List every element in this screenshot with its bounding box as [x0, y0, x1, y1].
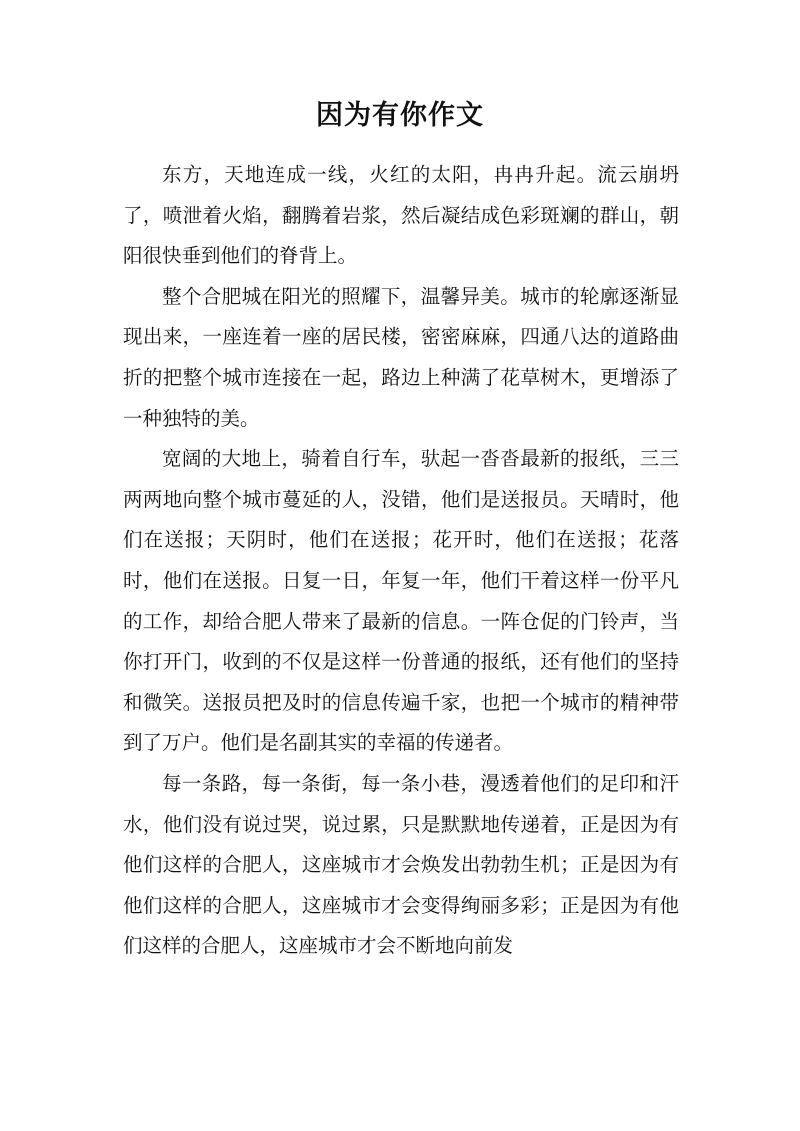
- paragraph-3: 宽阔的大地上，骑着自行车，驮起一沓沓最新的报纸，三三两两地向整个城市蔓延的人，没错，他们是送报员。天晴时，他们在送报；天阴时，他们在送报；花开时，他们在送报；花落时，他们在送报。日复一日，年复一年，他们干着这样一份平凡的工作，却给合肥人带来了最新的信息。一阵仓促的门铃声，当你打开门，收到的不仅是这样一份普通的报纸，还有他们的坚持和微笑。送报员把及时的信息传遍千家，也把一个城市的精神带到了万户。他们是名副其实的幸福的传递者。: [123, 447, 679, 755]
- paragraph-1: 东方，天地连成一线，火红的太阳，冉冉升起。流云崩坍了，喷泄着火焰，翻腾着岩浆，然后凝结成色彩斑斓的群山，朝阳很快垂到他们的脊背上。: [123, 163, 679, 268]
- paragraph-4: 每一条路，每一条街，每一条小巷，漫透着他们的足印和汗水，他们没有说过哭，说过累，只是默默地传递着，正是因为有他们这样的合肥人，这座城市才会焕发出勃勃生机；正是因为有他们这样的合肥人，这座城市才会变得绚丽多彩；正是因为有他们这样的合肥人，这座城市才会不断地向前发: [123, 771, 679, 958]
- document-title: 因为有你作文: [316, 100, 484, 131]
- document-body: [123, 155, 679, 967]
- paragraph-2: 整个合肥城在阳光的照耀下，温馨异美。城市的轮廓逐渐显现出来，一座连着一座的居民楼，密密麻麻，四通八达的道路曲折的把整个城市连接在一起，路边上种满了花草树木，更增添了一种独特的美。: [123, 284, 679, 430]
